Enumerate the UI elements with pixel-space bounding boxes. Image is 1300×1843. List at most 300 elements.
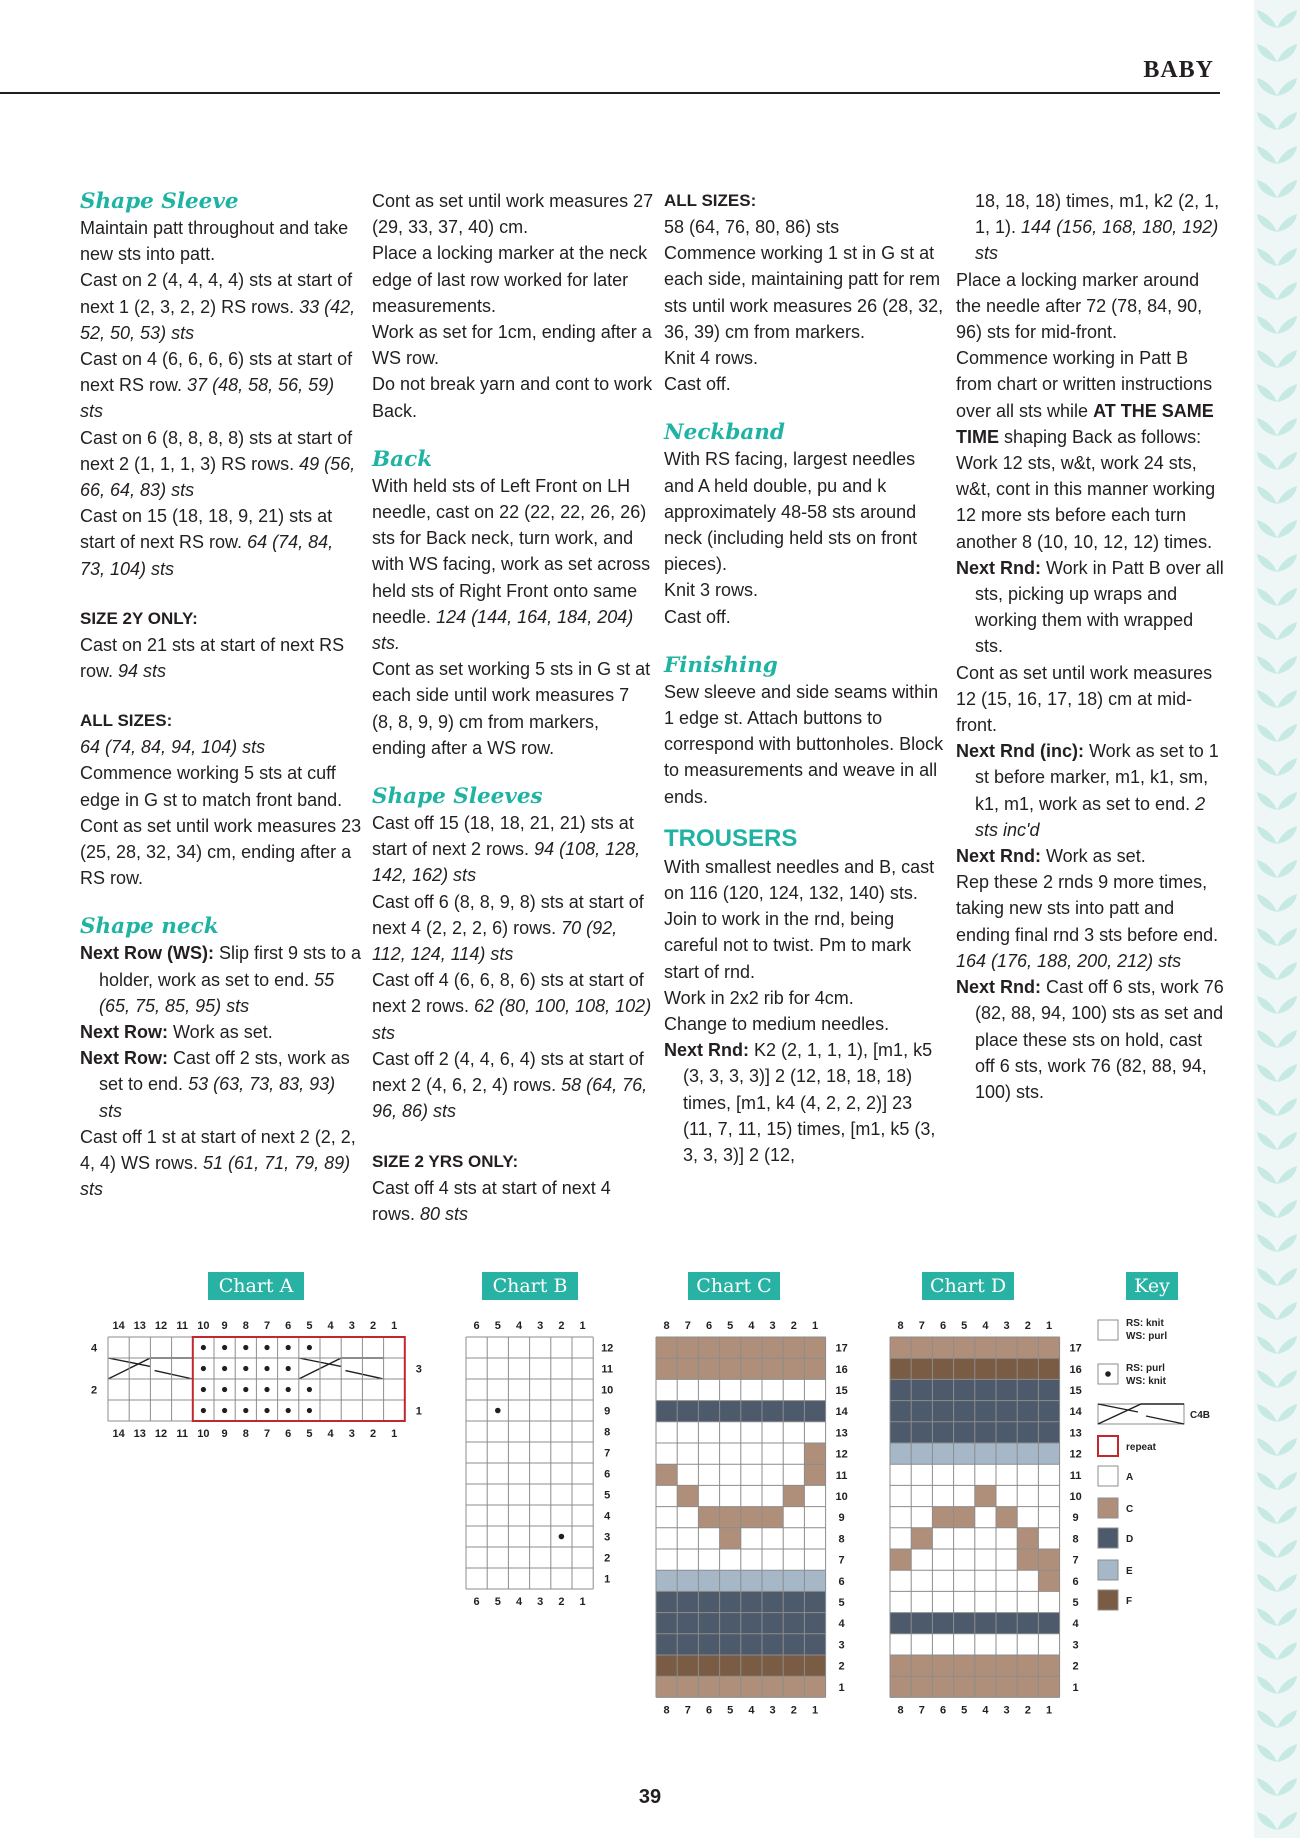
chart-d-cell: [996, 1443, 1017, 1464]
leaf-shape: [1277, 214, 1297, 232]
chart-d-cell: [1017, 1337, 1038, 1358]
row-label: Next Rnd (inc):: [956, 741, 1084, 762]
purl-dot: [286, 1387, 291, 1392]
leaf-shape: [1257, 724, 1277, 742]
chart-d-cell: [996, 1591, 1017, 1612]
leaf-shape: [1277, 452, 1297, 470]
row-label: 5: [1072, 1597, 1079, 1609]
chart-d-cell: [890, 1401, 911, 1422]
chart-d-cell: [975, 1613, 996, 1634]
chart-c-cell: [804, 1337, 825, 1358]
chart-d-cell: [1038, 1485, 1059, 1506]
stitch-count: 2 sts inc'd: [975, 793, 1206, 840]
chart-d-cell: [975, 1443, 996, 1464]
key-label: A: [1126, 1472, 1134, 1483]
leaf-shape: [1257, 1336, 1277, 1354]
chart-d-cell: [954, 1464, 975, 1485]
chart-c-cell: [762, 1613, 783, 1634]
instruction-text: Cast off 15 (18, 18, 21, 21) sts at start of next 2 rows.: [372, 813, 634, 860]
purl-dot: [243, 1387, 248, 1392]
col-label: 2: [558, 1320, 565, 1332]
instruction: Work 12 sts, w&t, work 24 sts, w&t, cont in this manner working 12 more sts before each turn another 8 (10, 10, 12, 12) times.: [956, 453, 1216, 552]
chart-c-cell: [698, 1464, 719, 1485]
chart-d-cell: [1038, 1401, 1059, 1422]
row-label: Next Row (WS):: [80, 943, 214, 964]
leaf-shape: [1277, 656, 1297, 674]
chart-d-cell: [975, 1676, 996, 1697]
heading-shape-neck: Shape neck: [80, 914, 219, 940]
instruction: Cast off.: [664, 374, 731, 395]
row-label: 11: [1069, 1469, 1082, 1482]
leaf-shape: [1277, 44, 1297, 62]
chart-d-cell: [1017, 1655, 1038, 1676]
instruction: Work in 2x2 rib for 4cm.: [664, 987, 854, 1008]
chart-d-cell: [1017, 1549, 1038, 1570]
leaf-shape: [1257, 588, 1277, 606]
chart-d-cell: [975, 1634, 996, 1655]
chart-c-cell: [656, 1507, 677, 1528]
chart-c-cell: [804, 1613, 825, 1634]
chart-d-cell: [996, 1358, 1017, 1379]
chart-c-cell: [804, 1549, 825, 1570]
instruction: Change to medium needles.: [664, 1014, 890, 1035]
purl-dot: [264, 1366, 269, 1371]
row-label: 1: [1072, 1681, 1079, 1694]
row-label: 15: [835, 1385, 848, 1397]
purl-dot: [264, 1387, 269, 1392]
leaf-shape: [1257, 10, 1277, 28]
chart-d-cell: [996, 1422, 1017, 1443]
chart-c-cell: [762, 1528, 783, 1549]
col-label: 3: [537, 1320, 544, 1332]
chart-c-cell: [762, 1507, 783, 1528]
chart-c-cell: [762, 1401, 783, 1422]
key-label: F: [1126, 1596, 1133, 1607]
purl-dot: [201, 1408, 206, 1413]
chart-d-cell: [890, 1337, 911, 1358]
leaf-shape: [1257, 1676, 1277, 1694]
chart-d-cell: [996, 1464, 1017, 1485]
chart-d-cell: [1017, 1507, 1038, 1528]
chart-c-cell: [698, 1655, 719, 1676]
purl-dot: [559, 1534, 565, 1540]
instruction: [80, 346, 362, 425]
leaf-shape: [1257, 146, 1277, 164]
chart-d-cell: [1038, 1549, 1059, 1570]
leaf-shape: [1277, 78, 1297, 96]
chart-c-cell: [656, 1634, 677, 1655]
row-label: 5: [838, 1597, 845, 1609]
chart-c-cell: [783, 1570, 804, 1591]
chart-d-cell: [996, 1549, 1017, 1570]
row-label: 6: [604, 1468, 611, 1481]
leaf-shape: [1277, 1098, 1297, 1116]
chart-d-cell: [911, 1337, 932, 1358]
key-label: E: [1126, 1566, 1133, 1577]
chart-d-cell: [954, 1655, 975, 1676]
chart-d-cell: [996, 1570, 1017, 1591]
leaf-shape: [1277, 384, 1297, 402]
leaf-shape: [1277, 112, 1297, 130]
instruction-text: Cast off 2 (4, 4, 6, 4) sts at start of next 2 (4, 6, 2, 4) rows.: [372, 1048, 644, 1096]
instruction-text: Commence working in Patt B from chart or written instructions over all sts while: [956, 348, 1213, 421]
stitch-count: 49 (56, 66, 64, 83) sts: [80, 453, 356, 501]
knitting-charts: [0, 1130, 1240, 1730]
chart-c-cell: [783, 1443, 804, 1464]
leaf-stem: [1257, 10, 1297, 1830]
purl-dot: [286, 1366, 291, 1371]
chart-c-cell: [741, 1549, 762, 1570]
chart-d-cell: [996, 1528, 1017, 1549]
col-label: 6: [705, 1320, 713, 1332]
chart-d-cell: [932, 1528, 953, 1549]
chart-d-cell: [911, 1634, 932, 1655]
col-label: 4: [515, 1596, 523, 1608]
chart-c-cell: [720, 1401, 741, 1422]
chart-c-cell: [762, 1443, 783, 1464]
instruction: [80, 1019, 362, 1045]
chart-c-cell: [698, 1549, 719, 1570]
col-label: 5: [727, 1704, 734, 1717]
chart-c-cell: [741, 1337, 762, 1358]
col-label: 7: [684, 1704, 691, 1717]
chart-c-cell: [741, 1443, 762, 1464]
chart-d-cell: [1038, 1464, 1059, 1485]
instruction: Knit 4 rows.: [664, 348, 759, 369]
key-repeat-swatch: [1098, 1436, 1118, 1456]
chart-d-cell: [1038, 1379, 1059, 1400]
leaf-shape: [1277, 1370, 1297, 1388]
instruction-text: With held sts of Left Front on LH needle, cast on 22 (22, 22, 26, 26) sts for Back neck, turn work, and with WS facing, work as set across held sts of Right Front onto same needle.: [372, 475, 651, 627]
col-label: 3: [1003, 1320, 1010, 1332]
leaf-shape: [1277, 724, 1297, 742]
chart-c-cell: [804, 1655, 825, 1676]
chart-c-cell: [698, 1591, 719, 1612]
col-label: 2: [369, 1428, 377, 1440]
row-label: 6: [838, 1575, 845, 1588]
heading-all-sizes: ALL SIZES:: [80, 711, 173, 731]
stitch-count: 51 (61, 71, 79, 89) sts: [80, 1153, 351, 1200]
instruction-text: Cast off 2 sts, work as set to end.: [99, 1048, 350, 1095]
chart-c-cell: [677, 1358, 698, 1379]
chart-c-cell: [656, 1422, 677, 1443]
chart-d-cell: [954, 1401, 975, 1422]
heading-trousers: TROUSERS: [664, 824, 798, 852]
leaf-shape: [1277, 1540, 1297, 1558]
chart-d-cell: [954, 1358, 975, 1379]
leaf-shape: [1277, 962, 1297, 980]
instruction: [80, 632, 362, 684]
chart-d-cell: [996, 1634, 1017, 1655]
chart-d-cell: [932, 1401, 953, 1422]
leaf-shape: [1277, 1812, 1297, 1830]
chart-d-cell: [975, 1379, 996, 1400]
column-4: [956, 188, 1226, 1105]
chart-c-cell: [762, 1676, 783, 1697]
row-label: 9: [604, 1405, 611, 1418]
chart-c-cell: [804, 1507, 825, 1528]
instruction: Sew sleeve and side seams within 1 edge st. Attach buttons to correspond with buttonholes. Block to measurements and weave in all ends.: [664, 681, 944, 807]
col-label: 2: [558, 1596, 565, 1608]
leaf-shape: [1257, 1812, 1277, 1830]
chart-d-cell: [932, 1570, 953, 1591]
col-label: 12: [154, 1428, 168, 1440]
row-label: 7: [604, 1447, 611, 1460]
chart-d-cell: [932, 1379, 953, 1400]
chart-d-cell: [890, 1676, 911, 1697]
instruction-text: Cast off 6 (8, 8, 9, 8) sts at start of next 4 (2, 2, 2, 6) rows.: [372, 891, 644, 938]
chart-d-cell: [954, 1337, 975, 1358]
chart-c-cell: [720, 1422, 741, 1443]
row-label: 4: [90, 1342, 98, 1355]
chart-c-cell: [698, 1443, 719, 1464]
leaf-shape: [1277, 10, 1297, 28]
stitch-count: 37 (48, 58, 56, 59) sts: [80, 375, 335, 422]
chart-c-cell: [741, 1655, 762, 1676]
chart-b-title: Chart B: [482, 1272, 578, 1300]
chart-c-cell: [762, 1591, 783, 1612]
instruction-text: Cast off 4 sts at start of next 4 rows.: [372, 1177, 611, 1224]
chart-c-cell: [741, 1528, 762, 1549]
col-label: 9: [221, 1320, 228, 1332]
col-label: 1: [391, 1320, 398, 1332]
chart-c-cell: [804, 1676, 825, 1697]
row-label: 5: [604, 1489, 611, 1502]
row-label: 4: [1072, 1618, 1079, 1631]
row-label: 2: [604, 1552, 611, 1565]
chart-d-cell: [954, 1591, 975, 1612]
chart-d-cell: [890, 1422, 911, 1443]
row-label: Next Row:: [80, 1022, 169, 1043]
col-label: 4: [327, 1320, 334, 1332]
leaf-shape: [1257, 486, 1277, 504]
leaf-shape: [1277, 1336, 1297, 1354]
row-label: 3: [415, 1363, 422, 1376]
chart-d-cell: [954, 1485, 975, 1506]
chart-d-cell: [932, 1337, 953, 1358]
purl-dot: [264, 1408, 269, 1413]
purl-dot: [201, 1345, 206, 1350]
leaf-shape: [1277, 1234, 1297, 1252]
chart-d-cell: [890, 1485, 911, 1506]
chart-c-cell: [677, 1443, 698, 1464]
chart-c-cell: [656, 1549, 677, 1570]
chart-d-cell: [996, 1507, 1017, 1528]
leaf-shape: [1257, 1438, 1277, 1456]
col-label: 8: [897, 1704, 904, 1717]
col-label: 8: [663, 1320, 670, 1332]
leaf-shape: [1257, 1574, 1277, 1592]
chart-d-cell: [1017, 1634, 1038, 1655]
chart-c-cell: [783, 1634, 804, 1655]
chart-d-cell: [890, 1358, 911, 1379]
row-label: 2: [90, 1384, 98, 1397]
chart-c-cell: [720, 1507, 741, 1528]
chart-d-cell: [1017, 1676, 1038, 1697]
chart-d-cell: [932, 1655, 953, 1676]
row-label: 12: [835, 1448, 848, 1461]
leaf-shape: [1257, 452, 1277, 470]
column-2: [372, 188, 654, 1227]
row-label: 9: [1072, 1512, 1079, 1525]
chart-d-cell: [954, 1613, 975, 1634]
chart-c-cell: [720, 1591, 741, 1612]
chart-c-cell: [783, 1358, 804, 1379]
leaf-shape: [1277, 1064, 1297, 1082]
stitch-count: 94 (108, 128, 142, 162) sts: [372, 839, 641, 886]
leaf-shape: [1277, 1132, 1297, 1150]
col-label: 1: [391, 1428, 398, 1440]
instruction-text: Cast on 6 (8, 8, 8, 8) sts at start of next 2 (1, 1, 1, 3) RS rows.: [80, 427, 353, 474]
row-label: Next Rnd:: [664, 1040, 749, 1061]
col-label: 10: [197, 1320, 210, 1332]
chart-c-cell: [698, 1676, 719, 1697]
chart-d-cell: [932, 1358, 953, 1379]
chart-c-cell: [762, 1358, 783, 1379]
col-label: 1: [811, 1320, 819, 1332]
heading-size-2y: SIZE 2Y ONLY:: [80, 608, 198, 628]
col-label: 5: [494, 1320, 501, 1332]
instruction: [372, 889, 654, 968]
decorative-leaf-border: [1254, 0, 1300, 1838]
leaf-shape: [1257, 826, 1277, 844]
chart-d-cell: [932, 1676, 953, 1697]
chart-c-cell: [677, 1613, 698, 1634]
chart-c-cell: [656, 1337, 677, 1358]
chart-d-title: Chart D: [922, 1272, 1014, 1300]
heading-all-sizes: ALL SIZES:: [664, 191, 757, 210]
chart-c-cell: [698, 1570, 719, 1591]
col-label: 3: [769, 1704, 776, 1717]
stitch-count: 62 (80, 100, 108, 102) sts: [372, 996, 652, 1043]
col-label: 8: [897, 1320, 904, 1332]
row-label: 17: [1069, 1342, 1082, 1355]
purl-dot: [307, 1345, 312, 1350]
chart-c-cell: [762, 1634, 783, 1655]
instruction-text: Cast off 6 sts, work 76 (82, 88, 94, 100) sts as set and place these sts on hold, cast off 6 sts, work 76 (82, 88, 94, 100) sts.: [975, 977, 1224, 1102]
chart-d-cell: [975, 1570, 996, 1591]
chart-c-cell: [677, 1337, 698, 1358]
stitch-count: 33 (42, 52, 50, 53) sts: [80, 296, 356, 343]
chart-d-cell: [1017, 1485, 1038, 1506]
col-label: 14: [112, 1428, 125, 1440]
leaf-shape: [1257, 1064, 1277, 1082]
col-label: 7: [263, 1320, 271, 1332]
leaf-shape: [1257, 928, 1277, 946]
col-label: 6: [705, 1704, 713, 1717]
leaf-shape: [1257, 894, 1277, 912]
col-label: 7: [918, 1704, 925, 1717]
leaf-shape: [1277, 860, 1297, 878]
col-label: 11: [176, 1320, 189, 1332]
row-label: 12: [1069, 1448, 1082, 1461]
chart-c-cell: [720, 1528, 741, 1549]
leaf-shape: [1277, 1710, 1297, 1728]
leaf-shape: [1277, 1472, 1297, 1490]
leaf-shape: [1257, 282, 1277, 300]
chart-c-cell: [698, 1337, 719, 1358]
instruction-text: Cast on 2 (4, 4, 4, 4) sts at start of next 1 (2, 3, 2, 2) RS rows.: [80, 270, 353, 317]
col-label: 5: [961, 1320, 968, 1332]
chart-c-cell: [677, 1379, 698, 1400]
col-label: 4: [515, 1320, 523, 1332]
leaf-shape: [1257, 1370, 1277, 1388]
chart-c-cell: [762, 1422, 783, 1443]
instruction: [372, 810, 654, 889]
key-colour-swatch: [1098, 1466, 1118, 1486]
chart-d-cell: [975, 1528, 996, 1549]
col-label: 1: [1045, 1320, 1053, 1332]
col-label: 1: [1045, 1704, 1053, 1717]
instruction: Place a locking marker at the neck edge of last row worked for later measurements.: [372, 243, 648, 316]
chart-d-cell: [1017, 1464, 1038, 1485]
row-label: 1: [604, 1573, 611, 1586]
col-label: 2: [1024, 1320, 1031, 1332]
chart-c-cell: [762, 1570, 783, 1591]
leaf-shape: [1277, 146, 1297, 164]
chart-c-cell: [804, 1634, 825, 1655]
chart-c-cell: [783, 1591, 804, 1612]
instruction: [956, 555, 1226, 660]
key-colour-swatch: [1098, 1498, 1118, 1518]
row-label: 13: [835, 1427, 848, 1440]
chart-d-cell: [954, 1379, 975, 1400]
chart-c-cell: [698, 1634, 719, 1655]
col-label: 7: [918, 1320, 925, 1332]
chart-c-cell: [762, 1464, 783, 1485]
instruction: [956, 869, 1226, 974]
chart-c-cell: [783, 1422, 804, 1443]
instruction: [80, 1045, 362, 1124]
instruction-text: Cast on 15 (18, 18, 9, 21) sts at start of next RS row.: [80, 506, 333, 553]
chart-c-cell: [656, 1401, 677, 1422]
chart-d-cell: [1038, 1528, 1059, 1549]
chart-d-cell: [1038, 1634, 1059, 1655]
key-label: RS: knit: [1126, 1318, 1164, 1329]
leaf-shape: [1257, 350, 1277, 368]
chart-c-cell: [762, 1379, 783, 1400]
leaf-shape: [1257, 44, 1277, 62]
row-label: 13: [1069, 1427, 1082, 1440]
chart-d-cell: [996, 1379, 1017, 1400]
purl-dot: [201, 1387, 206, 1392]
leaf-shape: [1257, 1404, 1277, 1422]
chart-c-cell: [783, 1613, 804, 1634]
chart-c-cell: [677, 1591, 698, 1612]
instruction: Cont as set until work measures 27 (29, 33, 37, 40) cm.: [372, 191, 654, 238]
col-label: 1: [811, 1704, 819, 1717]
chart-d-cell: [1038, 1613, 1059, 1634]
col-label: 9: [221, 1428, 228, 1440]
cable-line: [345, 1371, 383, 1379]
chart-d-cell: [911, 1528, 932, 1549]
leaf-shape: [1277, 622, 1297, 640]
chart-c-cell: [783, 1337, 804, 1358]
instruction-text: Cast off 1 st at start of next 2 (2, 2, 4, 4) WS rows.: [80, 1126, 356, 1174]
chart-d-cell: [954, 1422, 975, 1443]
chart-c-cell: [656, 1485, 677, 1506]
chart-c-cell: [656, 1443, 677, 1464]
chart-c-cell: [720, 1676, 741, 1697]
purl-dot: [264, 1345, 269, 1350]
leaf-shape: [1277, 894, 1297, 912]
chart-c-cell: [656, 1358, 677, 1379]
row-label: Next Rnd:: [956, 557, 1041, 578]
stitch-count: 58 (64, 76, 96, 86) sts: [372, 1075, 648, 1122]
instruction: [956, 345, 1226, 450]
instruction-text: Work as set.: [1041, 846, 1146, 867]
leaf-shape: [1277, 1642, 1297, 1660]
